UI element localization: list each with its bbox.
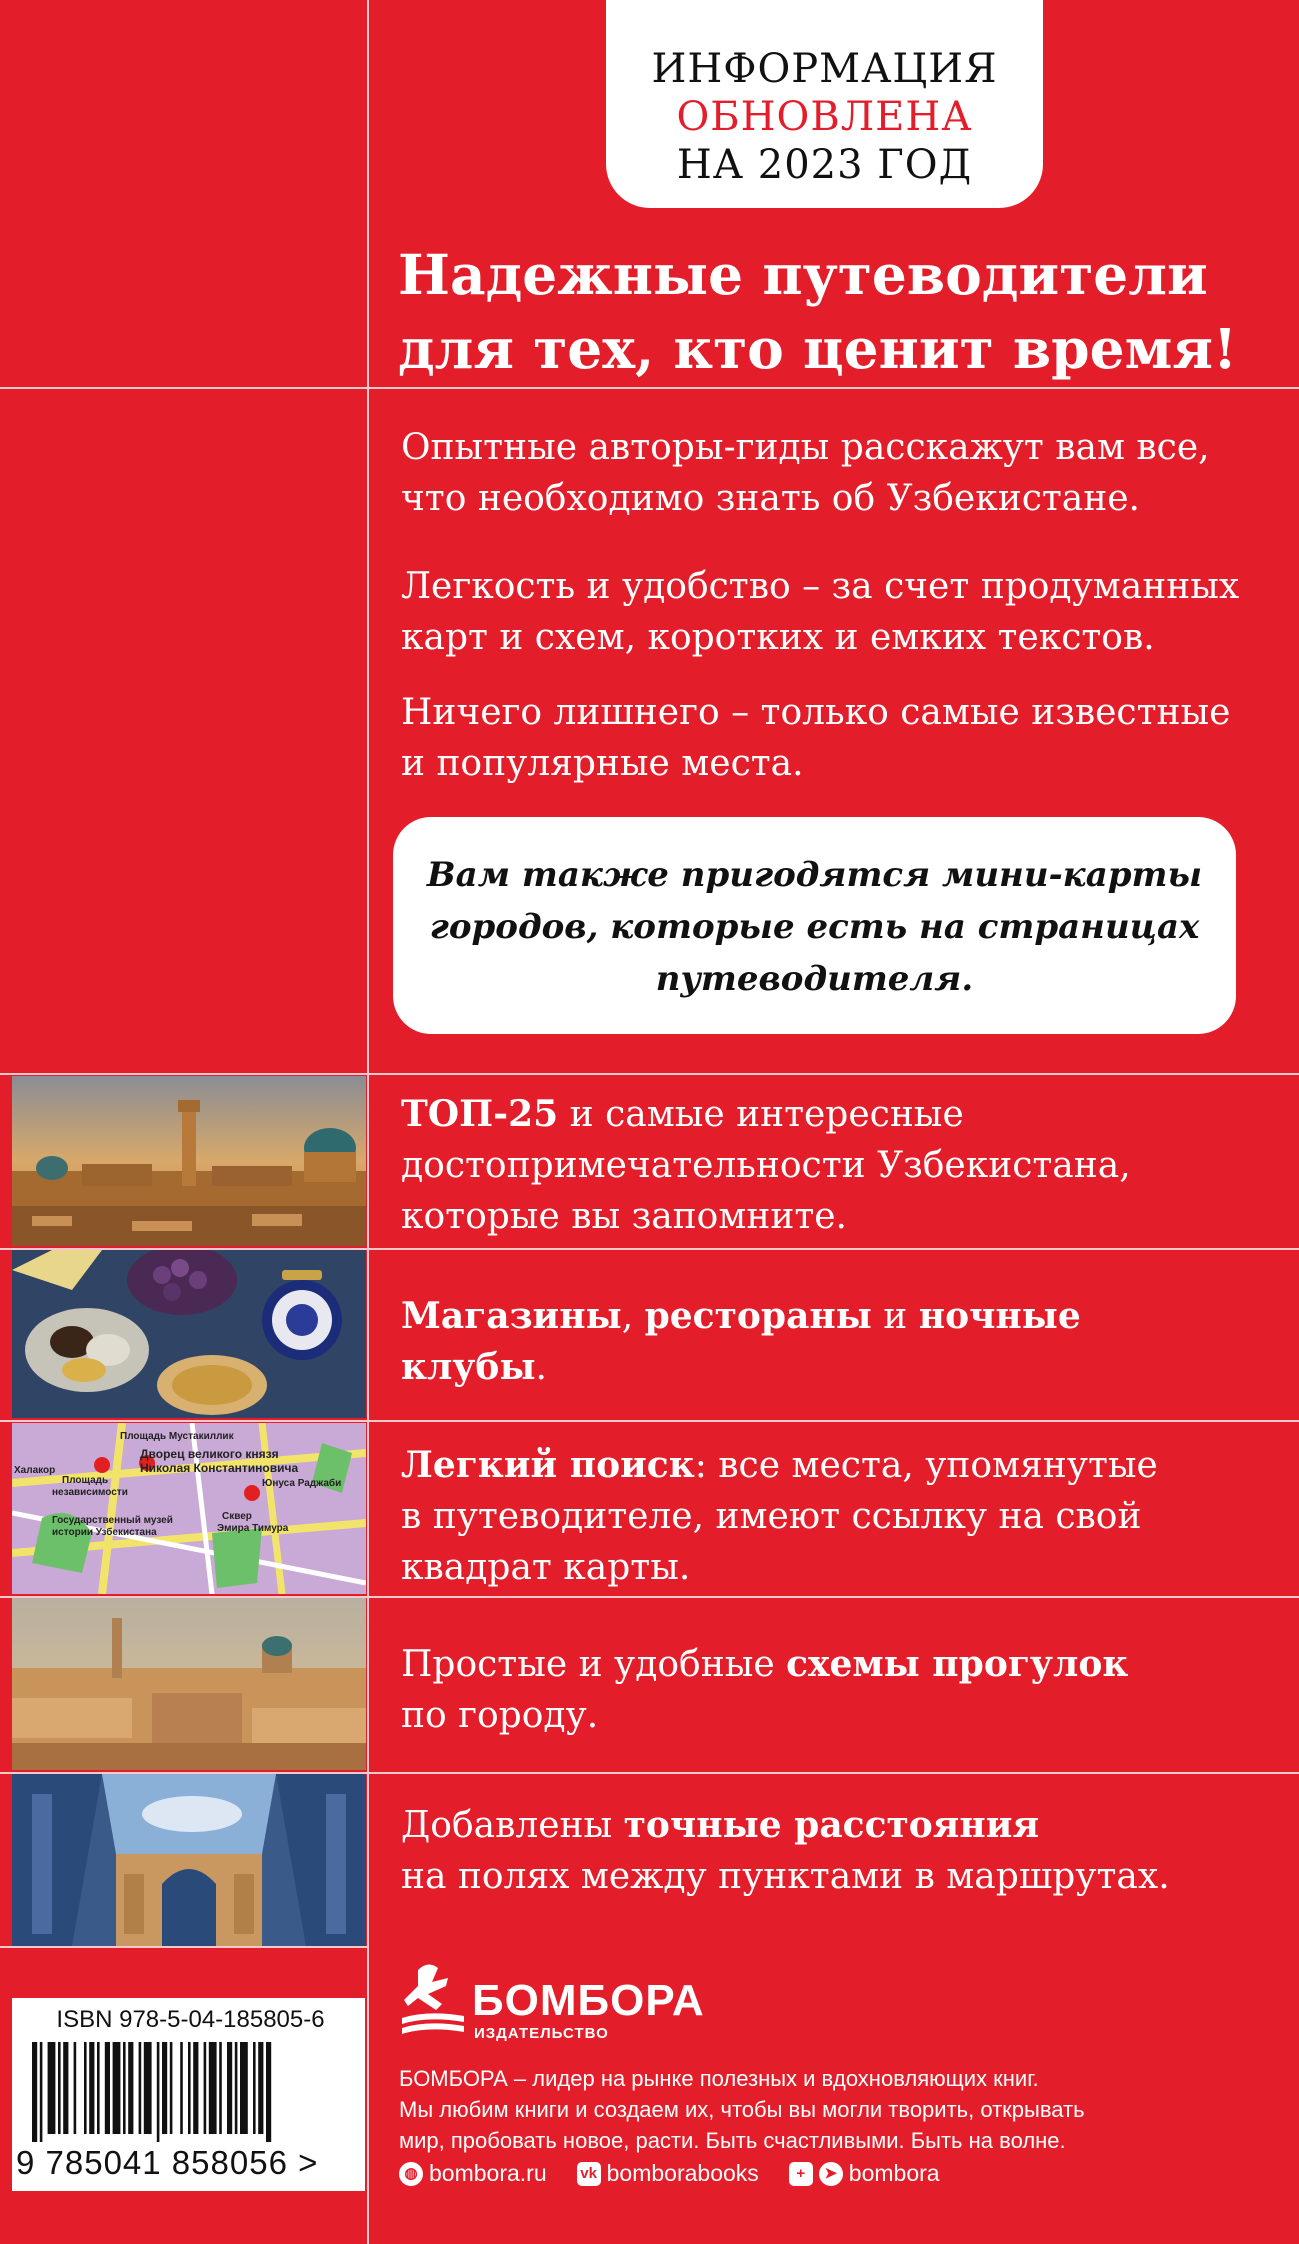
- social-links: [399, 2160, 970, 2187]
- headline-line-2: для тех, кто ценит время!: [398, 316, 1238, 381]
- barcode-bar: [128, 2042, 133, 2134]
- info-line-1: ИНФОРМАЦИЯ: [651, 46, 998, 92]
- paragraph-authors: [401, 422, 1281, 524]
- barcode-bar: [97, 2042, 100, 2134]
- barcode-bar: [63, 2042, 68, 2134]
- feature-text: и: [871, 1296, 919, 1337]
- feature-text: на полях между пунктами в маршрутах.: [401, 1856, 1170, 1897]
- photo-food-table: [12, 1250, 366, 1418]
- feature-text: которые вы запомните.: [401, 1196, 847, 1237]
- callout-line: путеводителя.: [655, 959, 974, 999]
- feature-top25: [401, 1089, 1281, 1242]
- divider-feature-2: [0, 1420, 1299, 1422]
- map-label: Халакор: [14, 1465, 56, 1476]
- paragraph-line: Ничего лишнего – только самые известные: [401, 692, 1231, 733]
- paragraph-line: карт и схем, коротких и емких текстов.: [401, 617, 1155, 658]
- photo-khiva-panorama: [12, 1598, 366, 1770]
- social-telegram[interactable]: [789, 2160, 940, 2187]
- feature-text: ,: [621, 1296, 645, 1337]
- feature-text: по городу.: [401, 1695, 599, 1736]
- barcode-bar: [188, 2042, 191, 2134]
- barcode-bar: [89, 2042, 94, 2134]
- paragraph-line: что необходимо знать об Узбекистане.: [401, 478, 1140, 519]
- callout-line: Вам также пригодятся мини-карты: [426, 855, 1203, 895]
- barcode-bar: [253, 2042, 256, 2134]
- map-label: истории Узбекистана: [52, 1527, 157, 1538]
- barcode-bar: [144, 2042, 152, 2134]
- isbn-barcode: [12, 1998, 365, 2191]
- barcode-bar: [48, 2042, 56, 2134]
- photo-registan-arch: [12, 1774, 366, 1946]
- feature-bold: рестораны: [644, 1295, 872, 1337]
- publisher-subtitle: ИЗДАТЕЛЬСТВО: [474, 2025, 609, 2042]
- barcode-bar: [219, 2042, 222, 2134]
- bombora-logo-icon: [398, 1960, 468, 2040]
- feature-text: .: [535, 1347, 547, 1388]
- publisher-text-line: БОМБОРА – лидер на рынке полезных и вдохновляющих книг.: [399, 2066, 1039, 2091]
- feature-bold: ТОП-25: [401, 1093, 559, 1135]
- map-label: Дворец великого князя: [140, 1447, 279, 1461]
- feature-text: достопримечательности Узбекистана,: [401, 1145, 1131, 1186]
- barcode-bar: [123, 2042, 126, 2134]
- info-updated-tab: [606, 0, 1043, 208]
- map-label: Николая Константиновича: [140, 1461, 299, 1475]
- photo-city-map: [12, 1423, 366, 1594]
- map-label: Эмира Тимура: [217, 1523, 289, 1534]
- feature-bold: клубы: [401, 1346, 536, 1388]
- barcode-bar: [58, 2042, 61, 2134]
- info-line-2: ОБНОВЛЕНА: [676, 94, 973, 140]
- social-label: bombora: [848, 2160, 940, 2186]
- vertical-divider: [367, 0, 369, 2244]
- feature-text: Простые и удобные: [401, 1644, 787, 1685]
- barcode-bar: [84, 2042, 87, 2134]
- social-vk[interactable]: [577, 2160, 759, 2187]
- publisher-description: [399, 2063, 1279, 2156]
- map-label: Площадь Мустакиллик: [120, 1431, 234, 1442]
- feature-text: в путеводителе, имеют ссылку на свой: [401, 1496, 1142, 1537]
- plus-icon: +: [789, 2162, 813, 2186]
- feature-bold: точные расстояния: [623, 1804, 1040, 1846]
- feature-text: : все места, упомянутые: [694, 1445, 1158, 1486]
- barcode-bar: [227, 2042, 232, 2134]
- feature-bold: Магазины: [401, 1295, 622, 1337]
- paragraph-line: и популярные места.: [401, 743, 804, 784]
- headline: [398, 238, 1278, 386]
- map-label: Площадь: [62, 1475, 109, 1486]
- feature-shops: [401, 1291, 1281, 1393]
- telegram-icon: ➤: [819, 2162, 843, 2186]
- barcode-bar: [157, 2042, 160, 2142]
- barcode-bar: [162, 2042, 167, 2134]
- barcode-bar: [235, 2042, 238, 2134]
- barcode-bar: [240, 2042, 248, 2134]
- divider-top: [0, 387, 1299, 389]
- barcode-bar: [266, 2042, 271, 2142]
- globe-icon: ◍: [399, 2162, 423, 2186]
- info-line-3: НА 2023 ГОД: [676, 142, 973, 188]
- divider-callout: [0, 1073, 1299, 1075]
- barcode-bar: [193, 2042, 198, 2134]
- divider-feature-5: [0, 1946, 368, 1948]
- vk-icon: vk: [577, 2162, 601, 2186]
- barcode-bar: [209, 2042, 217, 2134]
- barcode-bar: [32, 2042, 37, 2142]
- barcode-bar: [105, 2042, 110, 2134]
- social-label: bomborabooks: [606, 2160, 759, 2186]
- feature-bold: Легкий поиск: [401, 1444, 695, 1486]
- barcode-digits: 9 785041 858056 >: [16, 2144, 319, 2181]
- map-label: Государственный музей: [52, 1515, 173, 1526]
- social-website[interactable]: [399, 2160, 547, 2187]
- map-label: Юнуса Раджаби: [262, 1478, 342, 1489]
- barcode-bar: [204, 2042, 207, 2134]
- paragraph-nothing-extra: [401, 687, 1281, 789]
- feature-bold: схемы прогулок: [786, 1643, 1129, 1685]
- barcode-bar: [170, 2042, 173, 2134]
- feature-text: и самые интересные: [558, 1094, 964, 1135]
- isbn-number: ISBN 978-5-04-185805-6: [56, 2006, 325, 2033]
- barcode-bar: [139, 2042, 142, 2134]
- feature-bold: ночные: [918, 1295, 1081, 1337]
- feature-text: квадрат карты.: [401, 1547, 691, 1588]
- barcode-bar: [258, 2042, 263, 2134]
- map-label: независимости: [52, 1487, 128, 1498]
- headline-line-1: Надежные путеводители: [398, 242, 1208, 307]
- callout-line: городов, которые есть на страницах: [429, 907, 1200, 947]
- publisher-text-line: Мы любим книги и создаем их, чтобы вы могли творить, открывать: [399, 2097, 1085, 2122]
- mini-maps-callout: [393, 817, 1236, 1034]
- publisher-name: БОМБОРА: [472, 1976, 705, 2025]
- paragraph-line: Опытные авторы-гиды расскажут вам все,: [401, 427, 1210, 468]
- barcode-bar: [180, 2042, 183, 2134]
- paragraph-line: Легкость и удобство – за счет продуманных: [401, 566, 1240, 607]
- paragraph-ease: [401, 561, 1281, 663]
- barcode-bar: [113, 2042, 121, 2134]
- feature-easy-search: [401, 1440, 1281, 1593]
- feature-text: Добавлены: [401, 1805, 624, 1846]
- photo-bukhara-skyline: [12, 1076, 366, 1246]
- feature-distances: [401, 1800, 1281, 1902]
- publisher-text-line: мир, пробовать новое, расти. Быть счастливыми. Быть на волне.: [399, 2128, 1066, 2153]
- map-label: Сквер: [222, 1511, 252, 1522]
- barcode-bar: [74, 2042, 77, 2134]
- barcode-bars: [32, 2042, 347, 2142]
- feature-walks: [401, 1639, 1281, 1741]
- barcode-bar: [40, 2042, 43, 2142]
- social-label: bombora.ru: [429, 2160, 547, 2186]
